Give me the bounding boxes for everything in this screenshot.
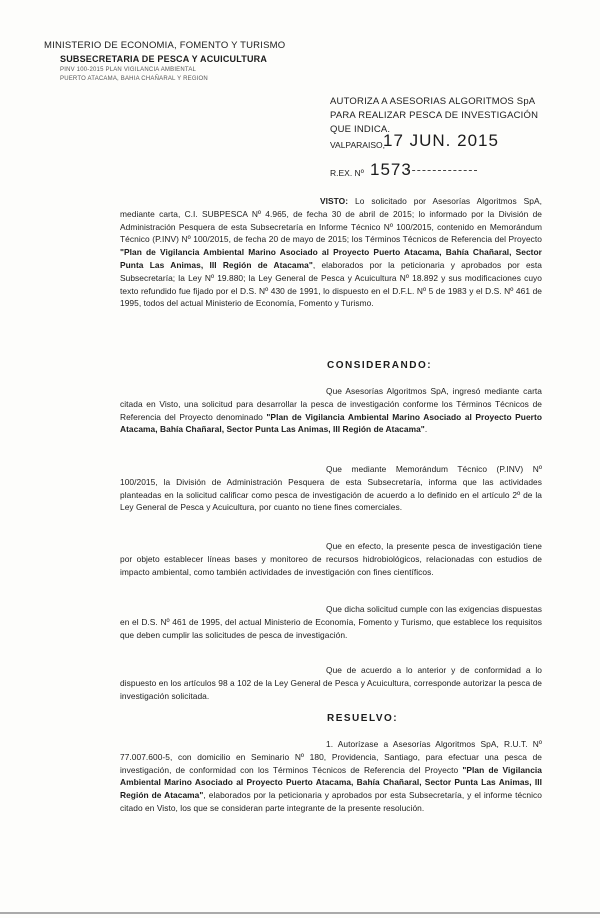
undersecretariat-header: SUBSECRETARIA DE PESCA Y ACUICULTURA	[60, 54, 268, 64]
resuelvo-1-project-name: "Plan de Vigilancia Ambiental Marino Asociado al Proyecto Puerto Atacama, Bahía Chañaral, Sector Punta Las Animas, III Región de Atacama"	[120, 764, 542, 801]
resuelvo-1-text-b: , elaborados por la peticionaria y aprobados por esta Subsecretaría, y el informe técnico citado en Visto, los que se consideran parte integrante de la presente resolución.	[120, 790, 542, 813]
visto-project-name: "Plan de Vigilancia Ambiental Marino Asociado al Proyecto Puerto Atacama, Bahía Chañaral, Sector Punta Las Animas, III Región de Atacama"	[120, 247, 542, 270]
rex-label: R.EX. Nº	[330, 168, 364, 178]
reference-line-1: PINV 100-2015 PLAN VIGILANCIA AMBIENTAL	[60, 67, 197, 73]
visto-text-1: Lo solicitado por Asesorías Algoritmos SpA, mediante carta, C.I. SUBPESCA Nº 4.965, de fecha 30 de abril de 2015; lo informado por la División de Administración Pesquera de esta Subsecretaría en Informe Técnico Nº 100/2015, contenido en Memorándum Técnico (P.INV) Nº 100/2015, de fecha 20 de mayo de 2015; los Términos Técnicos de Referencia del Proyecto	[120, 196, 542, 245]
ministry-header: MINISTERIO DE ECONOMIA, FOMENTO Y TURISMO	[44, 40, 286, 51]
page-bottom-edge	[0, 912, 600, 914]
considerando-paragraph-2: Que mediante Memorándum Técnico (P.INV) Nº 100/2015, la División de Administración Pesquera de esta Subsecretaría, informa que las actividades planteadas en la solicitud calificar como pesca de investigación de acuerdo a lo definido en el artículo 2º de la Ley General de Pesca y Acuicultura, por cuanto no tiene fines comerciales.	[120, 464, 542, 513]
resuelvo-paragraph-1	[120, 738, 542, 815]
resuelvo-heading: RESUELVO:	[327, 713, 399, 724]
considerando-1-text-c: .	[424, 424, 428, 435]
document-subject: AUTORIZA A ASESORIAS ALGORITMOS SpA PARA REALIZAR PESCA DE INVESTIGACIÓN QUE INDICA.	[330, 96, 539, 135]
visto-paragraph	[120, 195, 542, 310]
stamped-date: 17 JUN. 2015	[383, 131, 499, 150]
place-label: VALPARAISO,	[330, 140, 385, 150]
reference-line-2: PUERTO ATACAMA, BAHIA CHAÑARAL Y REGION	[60, 76, 208, 82]
rex-underline	[407, 170, 477, 171]
considerando-heading: CONSIDERANDO:	[327, 360, 433, 371]
considerando-1-project-name: "Plan de Vigilancia Ambiental Marino Asociado al Proyecto Puerto Atacama, Bahía Chañaral, Sector Punta Las Animas, III Región de Atacama"	[120, 411, 542, 435]
considerando-1-text-a: Que Asesorías Algoritmos SpA, ingresó mediante carta citada en Visto, una solicitud para desarrollar la pesca de investigación conforme los Términos Técnicos de Referencia del Proyecto denominado	[120, 386, 542, 422]
considerando-paragraph-5: Que de acuerdo a lo anterior y de conformidad a lo dispuesto en los artículos 98 a 102 de la Ley General de Pesca y Acuicultura, corresponde autorizar la pesca de investigación solicitada.	[120, 665, 542, 701]
considerando-paragraph-3: Que en efecto, la presente pesca de investigación tiene por objeto establecer líneas bases y monitoreo de recursos hidrobiológicos, relacionadas con estudios de impacto ambiental, como también actividades de investigación con fines científicos.	[120, 541, 542, 577]
resolution-number: 1573	[370, 160, 412, 179]
considerando-paragraph-1	[120, 385, 542, 436]
resuelvo-1-text-a: 1. Autorízase a Asesorías Algoritmos SpA, R.U.T. Nº 77.007.600-5, con domicilio en Seminario Nº 180, Providencia, Santiago, para efectuar una pesca de investigación, de conformidad con los Términos Técnicos de Referencia del Proyecto	[120, 739, 542, 775]
considerando-paragraph-4: Que dicha solicitud cumple con las exigencias dispuestas en el D.S. Nº 461 de 1995, del actual Ministerio de Economía, Fomento y Turismo, que establece los requisitos que deben cumplir las solicitudes de pesca de investigación.	[120, 604, 543, 640]
visto-label: VISTO:	[320, 196, 349, 206]
visto-text-2: , elaborados por la peticionaria y aprobados por esta Subsecretaría; la Ley Nº 19.880; la Ley General de Pesca y Acuicultura Nº 18.892 y sus modificaciones cuyo texto refundido fue fijado por el D.S. Nº 430 de 1991, lo dispuesto en el D.F.L. Nº 5 de 1983 y el D.S. Nº 461 de 1995, todos del actual Ministerio de Economía, Fomento y Turismo.	[120, 259, 542, 309]
